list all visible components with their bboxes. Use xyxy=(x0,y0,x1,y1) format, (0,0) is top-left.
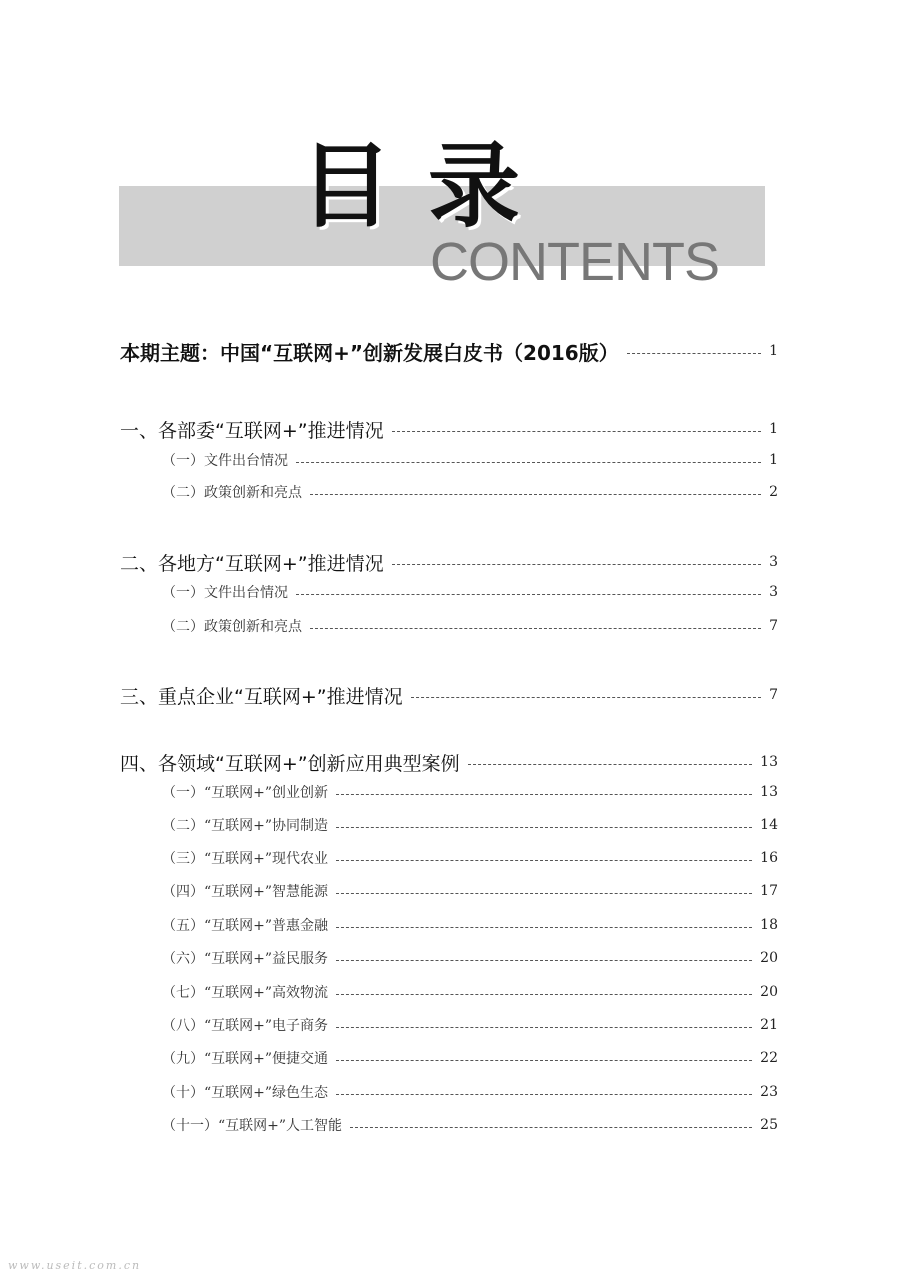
toc-leader xyxy=(392,431,761,432)
toc-section-label: 四、各领域“互联网+”创新应用典型案例 xyxy=(120,752,460,775)
toc-item-row[interactable] xyxy=(162,781,778,803)
toc-leader xyxy=(336,994,752,995)
toc-item-row[interactable] xyxy=(162,581,778,603)
toc-leader xyxy=(336,1060,752,1061)
toc-leader xyxy=(336,960,752,961)
toc-page-number: 23 xyxy=(760,1084,778,1100)
toc-section-label: 三、重点企业“互联网+”推进情况 xyxy=(120,685,403,708)
toc-leader xyxy=(336,1094,752,1095)
toc-item-row[interactable] xyxy=(162,947,778,969)
toc-page-number: 3 xyxy=(769,554,778,570)
toc-page-number: 25 xyxy=(760,1117,778,1133)
toc-item-label: （一）文件出台情况 xyxy=(162,585,288,601)
toc-item-row[interactable] xyxy=(162,814,778,836)
page-title: 目录 xyxy=(300,133,557,240)
toc-item-row[interactable] xyxy=(162,1047,778,1069)
toc-section-row[interactable] xyxy=(120,681,778,709)
toc-theme-row[interactable] xyxy=(120,337,778,365)
toc-item-label: （八）“互联网+”电子商务 xyxy=(162,1018,329,1034)
toc-item-label: （一）“互联网+”创业创新 xyxy=(162,785,329,801)
toc-leader xyxy=(336,893,752,894)
toc-page-number: 1 xyxy=(769,421,778,437)
toc-item-label: （十）“互联网+”绿色生态 xyxy=(162,1085,329,1101)
toc-page-number: 13 xyxy=(760,754,778,770)
toc-page-number: 2 xyxy=(769,484,778,500)
toc-section-label: 一、各部委“互联网+”推进情况 xyxy=(120,419,384,442)
toc-item-label: （九）“互联网+”便捷交通 xyxy=(162,1051,329,1067)
toc-item-label: （一）文件出台情况 xyxy=(162,453,288,469)
toc-item-row[interactable] xyxy=(162,1014,778,1036)
toc-leader xyxy=(336,927,752,928)
toc-page-number: 7 xyxy=(769,618,778,634)
toc-item-row[interactable] xyxy=(162,615,778,637)
toc-theme-label: 本期主题：中国“互联网+”创新发展白皮书（2016版） xyxy=(120,340,619,365)
toc-item-label: （四）“互联网+”智慧能源 xyxy=(162,884,329,900)
toc-leader xyxy=(296,462,761,463)
toc-item-row[interactable] xyxy=(162,914,778,936)
toc-item-label: （三）“互联网+”现代农业 xyxy=(162,851,329,867)
toc-item-row[interactable] xyxy=(162,1081,778,1103)
watermark: www.useit.com.cn xyxy=(8,1259,142,1272)
toc-section-row[interactable] xyxy=(120,415,778,443)
toc-leader xyxy=(336,1027,752,1028)
toc-item-row[interactable] xyxy=(162,481,778,503)
toc-leader xyxy=(310,494,761,495)
toc-leader xyxy=(468,764,753,765)
toc-item-label: （二）政策创新和亮点 xyxy=(162,485,302,501)
toc-section-row[interactable] xyxy=(120,548,778,576)
toc-page-number: 17 xyxy=(760,883,778,899)
page-subtitle: CONTENTS xyxy=(430,232,719,292)
toc-leader xyxy=(296,594,761,595)
toc-page-number: 16 xyxy=(760,850,778,866)
toc-page-number: 18 xyxy=(760,917,778,933)
toc-section-label: 二、各地方“互联网+”推进情况 xyxy=(120,552,384,575)
toc-leader xyxy=(336,827,752,828)
toc-leader xyxy=(336,860,752,861)
toc-item-row[interactable] xyxy=(162,847,778,869)
toc-item-label: （二）“互联网+”协同制造 xyxy=(162,818,329,834)
toc-page-number: 14 xyxy=(760,817,778,833)
toc-page-number: 13 xyxy=(760,784,778,800)
toc-leader xyxy=(411,697,761,698)
toc-item-row[interactable] xyxy=(162,981,778,1003)
toc-item-label: （七）“互联网+”高效物流 xyxy=(162,985,329,1001)
toc-page-number: 7 xyxy=(769,687,778,703)
toc-item-row[interactable] xyxy=(162,1114,778,1136)
toc-page-number: 21 xyxy=(760,1017,778,1033)
toc-section-row[interactable] xyxy=(120,748,778,776)
toc-page-number: 3 xyxy=(769,584,778,600)
toc-leader xyxy=(392,564,761,565)
toc-item-label: （二）政策创新和亮点 xyxy=(162,619,302,635)
toc-leader xyxy=(336,794,752,795)
toc-leader xyxy=(627,353,761,354)
toc-item-label: （五）“互联网+”普惠金融 xyxy=(162,918,329,934)
toc-page-number: 20 xyxy=(760,984,778,1000)
toc-item-label: （十一）“互联网+”人工智能 xyxy=(162,1118,343,1134)
toc-page-number: 1 xyxy=(769,343,778,359)
toc-item-row[interactable] xyxy=(162,880,778,902)
toc-page-number: 22 xyxy=(760,1050,778,1066)
toc-leader xyxy=(310,628,761,629)
toc-page-number: 20 xyxy=(760,950,778,966)
toc-page-number: 1 xyxy=(769,452,778,468)
toc-leader xyxy=(350,1127,752,1128)
toc-item-label: （六）“互联网+”益民服务 xyxy=(162,951,329,967)
toc-item-row[interactable] xyxy=(162,449,778,471)
